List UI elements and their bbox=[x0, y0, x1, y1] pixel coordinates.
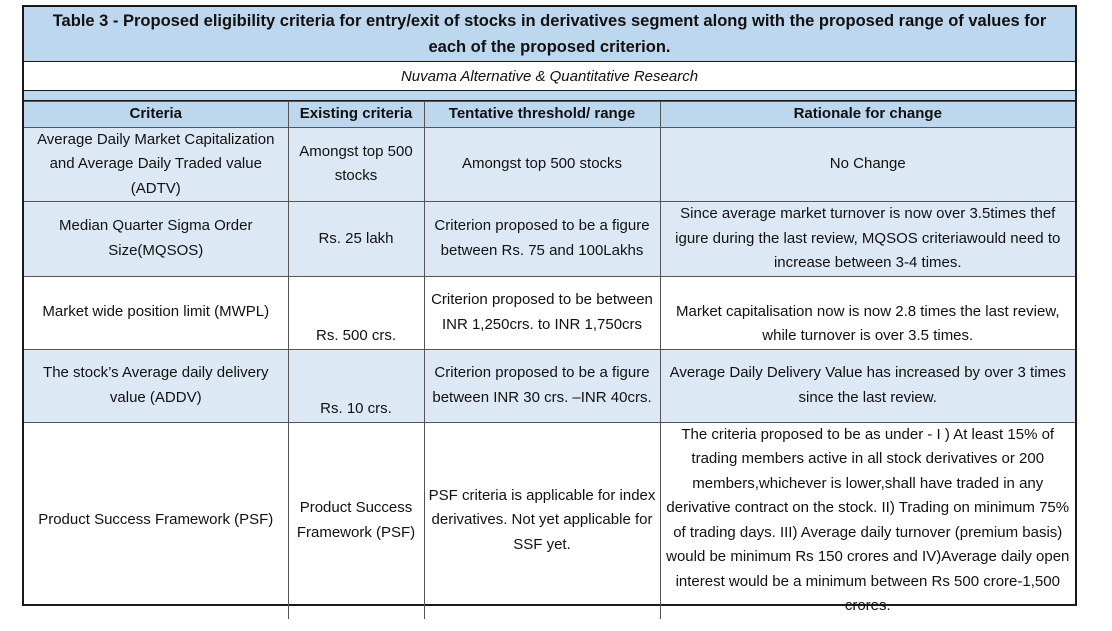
cell-threshold: PSF criteria is applicable for index derivatives. Not yet applicable for SSF yet. bbox=[424, 422, 660, 619]
table-row bbox=[24, 276, 1075, 349]
criteria-table bbox=[24, 101, 1075, 619]
table-frame bbox=[22, 5, 1077, 614]
cell-threshold: Criterion proposed to be between INR 1,250crs. to INR 1,750crs bbox=[424, 276, 660, 349]
cell-existing: Rs. 500 crs. bbox=[288, 276, 424, 349]
header-rationale: Rationale for change bbox=[660, 102, 1075, 128]
table-title-band bbox=[24, 7, 1075, 62]
cell-existing: Product Success Framework (PSF) bbox=[288, 422, 424, 619]
spacer-band bbox=[24, 91, 1075, 101]
cell-criteria: Median Quarter Sigma Order Size(MQSOS) bbox=[24, 202, 288, 277]
cell-criteria: Product Success Framework (PSF) bbox=[24, 422, 288, 619]
cell-rationale: Since average market turnover is now over 3.5times thef igure during the last review, MQSOS criteriawould need to increase between 3-4 times. bbox=[660, 202, 1075, 277]
source-credit: Nuvama Alternative & Quantitative Research bbox=[400, 67, 699, 85]
table-row bbox=[24, 349, 1075, 422]
cell-threshold: Amongst top 500 stocks bbox=[424, 127, 660, 202]
header-tentative-threshold: Tentative threshold/ range bbox=[424, 102, 660, 128]
table-row bbox=[24, 127, 1075, 202]
table-header-row bbox=[24, 102, 1075, 128]
cell-rationale: Average Daily Delivery Value has increased by over 3 times since the last review. bbox=[660, 349, 1075, 422]
cell-rationale: No Change bbox=[660, 127, 1075, 202]
cell-rationale: The criteria proposed to be as under - I ) At least 15% of trading members active in all stock derivatives or 200 members,whichever is lower,shall have traded in any derivative contract on the stock. II) Trading on minimum 75% of trading days. III) Average daily turnover (premium basis) would be minimum Rs 150 crores and IV)Average daily open interest would be a minimum between Rs 500 crore-1,500 crores. bbox=[660, 422, 1075, 619]
cell-rationale: Market capitalisation now is now 2.8 times the last review, while turnover is over 3.5 times. bbox=[660, 276, 1075, 349]
header-criteria: Criteria bbox=[24, 102, 288, 128]
table-row bbox=[24, 202, 1075, 277]
cell-criteria: The stock’s Average daily delivery value (ADDV) bbox=[24, 349, 288, 422]
cell-threshold: Criterion proposed to be a figure between INR 30 crs. –INR 40crs. bbox=[424, 349, 660, 422]
source-line bbox=[24, 62, 1075, 91]
cell-existing: Rs. 25 lakh bbox=[288, 202, 424, 277]
cell-threshold: Criterion proposed to be a figure between Rs. 75 and 100Lakhs bbox=[424, 202, 660, 277]
cell-criteria: Average Daily Market Capitalization and Average Daily Traded value (ADTV) bbox=[24, 127, 288, 202]
table-title: Table 3 - Proposed eligibility criteria for entry/exit of stocks in derivatives segment along with the proposed range of values for each of the proposed criterion. bbox=[52, 12, 1047, 56]
table-row bbox=[24, 422, 1075, 619]
cell-existing: Rs. 10 crs. bbox=[288, 349, 424, 422]
header-existing-criteria: Existing criteria bbox=[288, 102, 424, 128]
cell-criteria: Market wide position limit (MWPL) bbox=[24, 276, 288, 349]
cell-existing: Amongst top 500 stocks bbox=[288, 127, 424, 202]
